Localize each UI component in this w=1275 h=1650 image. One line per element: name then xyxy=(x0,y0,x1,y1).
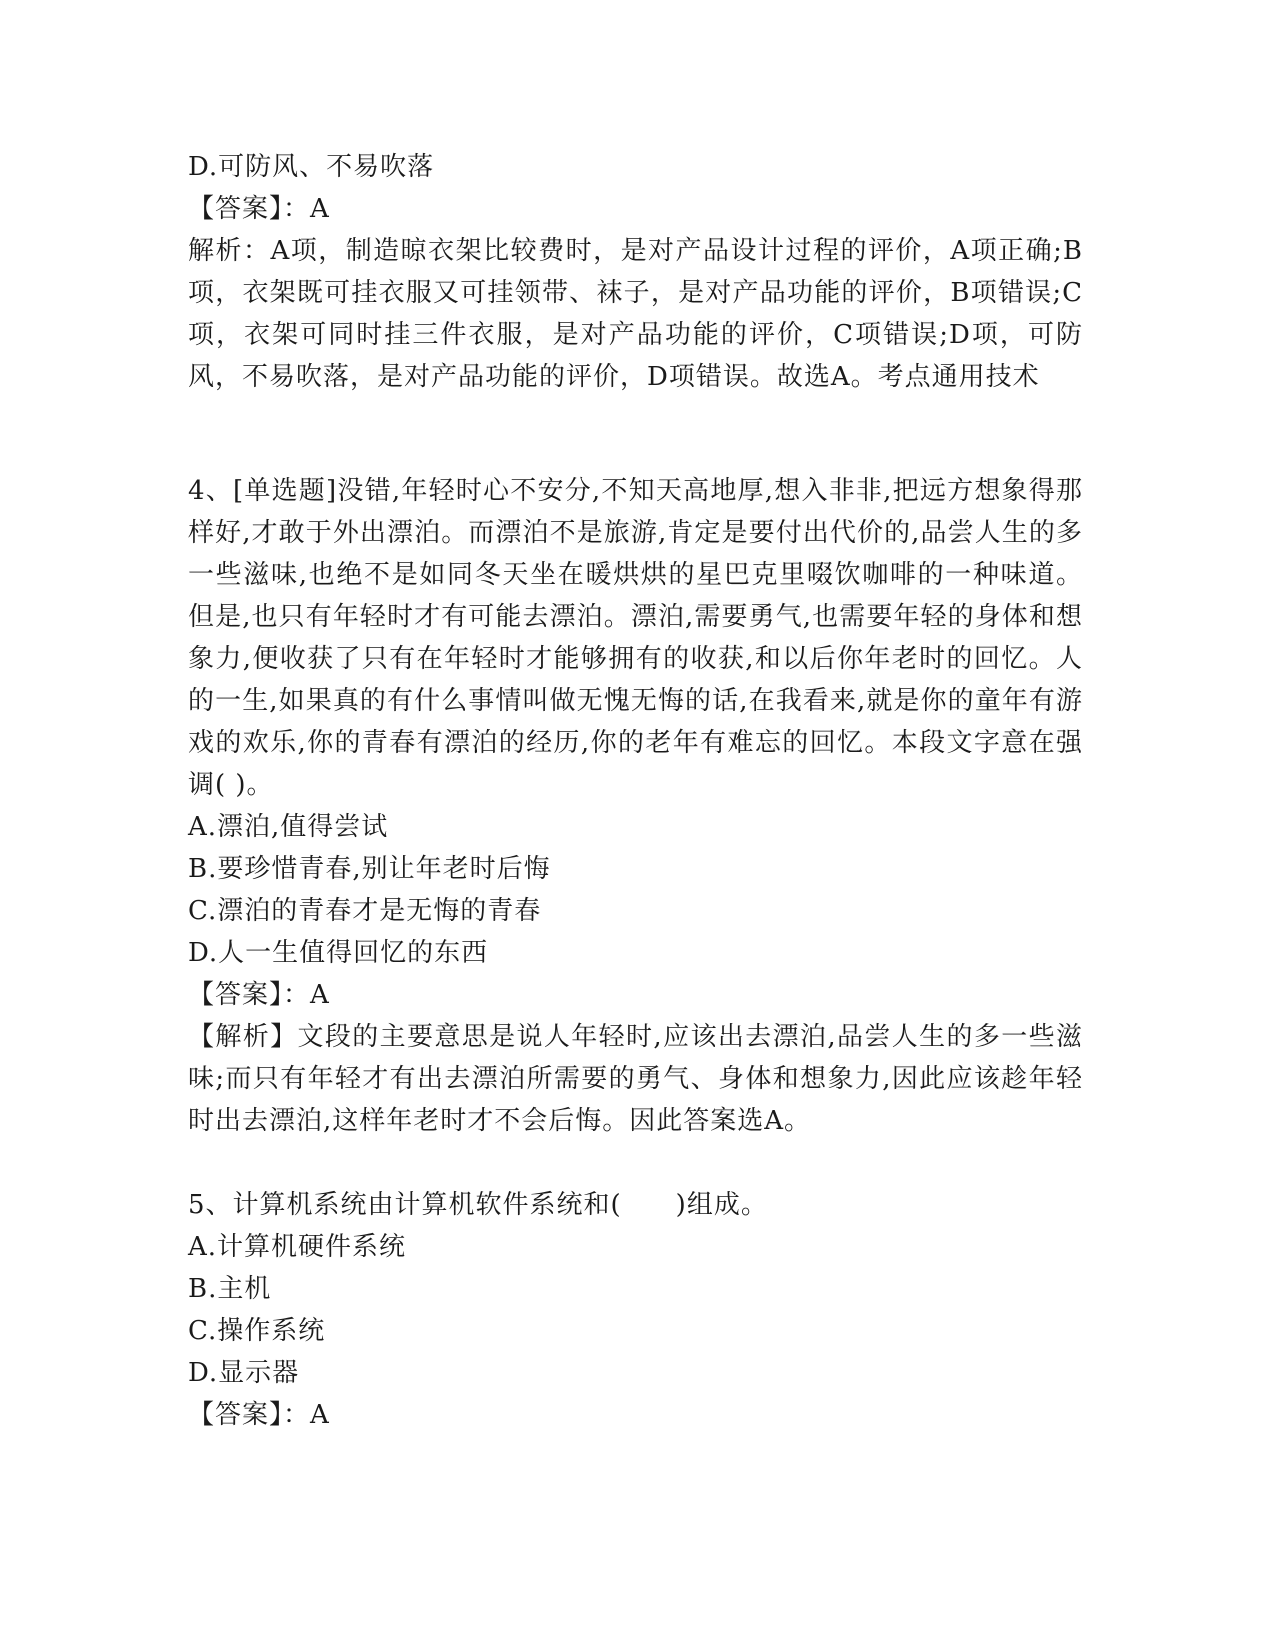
question-5 xyxy=(188,1184,1083,1436)
question-stem: 4、[单选题]没错,年轻时心不安分,不知天高地厚,想入非非,把远方想象得那样好,才敢于外出漂泊。而漂泊不是旅游,肯定是要付出代价的,品尝人生的多一些滋味,也绝不是如同冬天坐在暖烘烘的星巴克里啜饮咖啡的一种味道。但是,也只有年轻时才有可能去漂泊。漂泊,需要勇气,也需要年轻的身体和想象力,便收获了只有在年轻时才能够拥有的收获,和以后你年老时的回忆。人的一生,如果真的有什么事情叫做无愧无悔的话,在我看来,就是你的童年有游戏的欢乐,你的青春有漂泊的经历,你的老年有难忘的回忆。本段文字意在强调( )。 xyxy=(188,476,1083,800)
option-b: B.要珍惜青春,别让年老时后悔 xyxy=(188,854,551,884)
answer-line: 【答案】：A xyxy=(188,980,330,1010)
question-stem: 5、计算机系统由计算机软件系统和( )组成。 xyxy=(188,1190,768,1220)
question-4 xyxy=(188,470,1083,1142)
question-3-tail xyxy=(188,146,1083,398)
option-d: D.显示器 xyxy=(188,1358,300,1388)
option-d: D.可防风、不易吹落 xyxy=(188,152,435,182)
answer-line: 【答案】：A xyxy=(188,194,330,224)
option-c: C.操作系统 xyxy=(188,1316,326,1346)
explanation-text: 【解析】文段的主要意思是说人年轻时,应该出去漂泊,品尝人生的多一些滋味;而只有年轻才有出去漂泊所需要的勇气、身体和想象力,因此应该趁年轻时出去漂泊,这样年老时才不会后悔。因此答案选A。 xyxy=(188,1022,1083,1136)
option-b: B.主机 xyxy=(188,1274,272,1304)
option-a: A.计算机硬件系统 xyxy=(188,1232,407,1262)
option-d: D.人一生值得回忆的东西 xyxy=(188,938,489,968)
option-c: C.漂泊的青春才是无悔的青春 xyxy=(188,896,542,926)
answer-line: 【答案】：A xyxy=(188,1400,330,1430)
option-a: A.漂泊,值得尝试 xyxy=(188,812,389,842)
explanation-text: 解析：A项，制造晾衣架比较费时，是对产品设计过程的评价，A项正确;B项，衣架既可挂衣服又可挂领带、袜子，是对产品功能的评价，B项错误;C项，衣架可同时挂三件衣服，是对产品功能的评价，C项错误;D项，可防风，不易吹落，是对产品功能的评价，D项错误。故选A。考点通用技术 xyxy=(188,236,1083,392)
